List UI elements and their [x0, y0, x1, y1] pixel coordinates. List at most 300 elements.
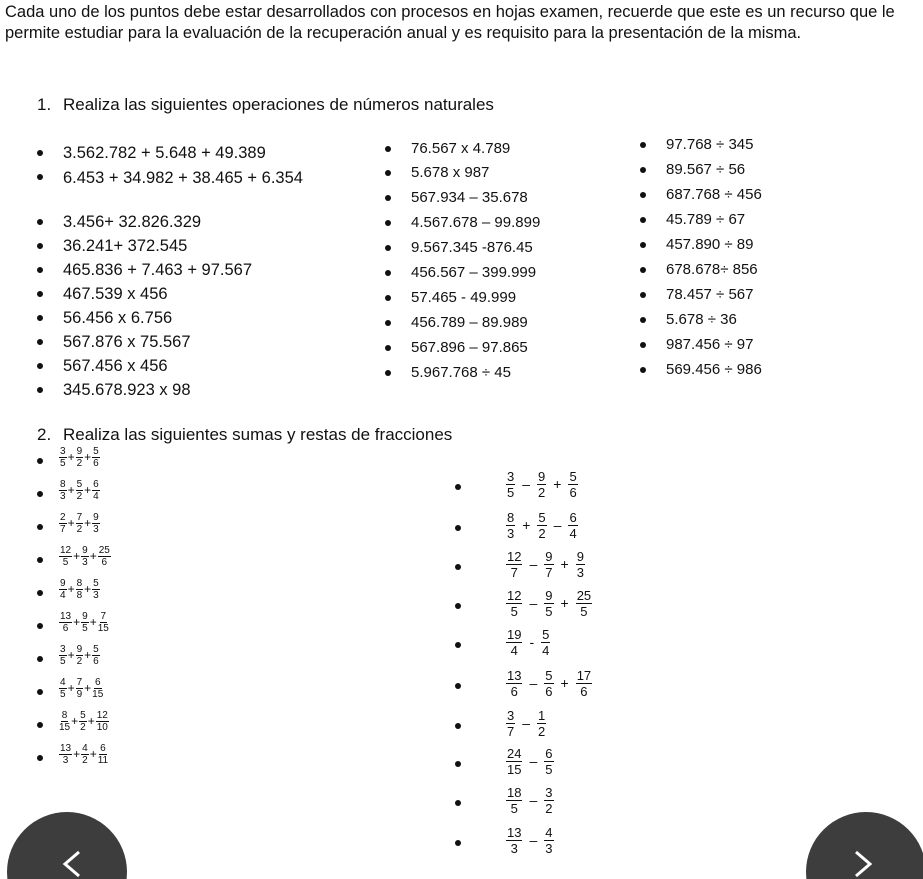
fraction	[506, 510, 515, 541]
bullet	[640, 167, 646, 173]
section-2-heading	[37, 425, 452, 445]
fraction	[81, 611, 89, 634]
bullet	[37, 315, 43, 321]
operation-text: 78.457 ÷ 567	[666, 286, 754, 303]
bullet	[385, 270, 391, 276]
bullet	[37, 623, 43, 629]
denominator: 5	[507, 485, 515, 500]
bullet	[385, 245, 391, 251]
operator: +	[73, 549, 81, 563]
denominator: 5	[60, 656, 66, 667]
numerator: 6	[94, 677, 101, 688]
operation-text: 57.465 - 49.999	[411, 289, 517, 306]
bullet	[640, 267, 646, 273]
bullet	[37, 291, 43, 297]
bullet	[455, 603, 461, 609]
bullet	[37, 150, 43, 156]
denominator: 2	[538, 526, 546, 541]
numerator: 6	[545, 746, 553, 761]
denominator: 6	[569, 485, 577, 500]
denominator: 6	[545, 684, 553, 699]
numerator: 5	[545, 668, 553, 683]
section-1-heading	[37, 95, 494, 115]
fraction	[544, 588, 553, 619]
operator: +	[73, 615, 81, 629]
denominator: 6	[580, 684, 588, 699]
denominator: 5	[60, 689, 66, 700]
numerator: 13	[60, 611, 72, 622]
denominator: 2	[76, 458, 83, 469]
section-1-title: Realiza las siguientes operaciones de números naturales	[63, 95, 494, 114]
fraction-expression	[59, 512, 100, 535]
bullet	[37, 722, 43, 728]
numerator: 5	[76, 479, 83, 490]
fraction-expression	[59, 743, 108, 766]
bullet	[640, 192, 646, 198]
bullet	[37, 656, 43, 662]
section-2-number: 2.	[37, 425, 52, 444]
operation-text: 569.456 ÷ 986	[666, 361, 762, 378]
fraction-expression	[503, 708, 549, 739]
fraction-expression	[59, 578, 100, 601]
bullet	[385, 295, 391, 301]
bullet	[640, 292, 646, 298]
denominator: 6	[93, 656, 99, 667]
operation-text: 56.456 x 6.756	[63, 309, 173, 327]
fraction-expression	[59, 677, 103, 700]
operation-text: 467.539 x 456	[63, 285, 168, 303]
numerator: 6	[569, 510, 577, 525]
numerator: 4	[545, 825, 553, 840]
denominator: 7	[545, 565, 553, 580]
denominator: 2	[76, 491, 83, 502]
section-1-number: 1.	[37, 95, 52, 114]
operator: –	[529, 832, 538, 848]
bullet	[640, 142, 646, 148]
numerator: 9	[82, 545, 88, 556]
fraction	[544, 785, 553, 816]
operator: +	[67, 516, 75, 530]
numerator: 8	[61, 710, 68, 721]
fraction-expression	[503, 785, 557, 816]
operator: +	[71, 714, 79, 728]
fraction	[506, 469, 515, 500]
numerator: 5	[542, 627, 550, 642]
fraction	[59, 710, 70, 733]
denominator: 3	[60, 491, 66, 502]
numerator: 18	[507, 785, 522, 800]
numerator: 9	[60, 578, 66, 589]
fraction	[76, 677, 84, 700]
bullet	[37, 387, 43, 393]
fraction	[506, 668, 522, 699]
previous-page-button[interactable]	[7, 812, 127, 879]
denominator: 4	[510, 643, 518, 658]
denominator: 5	[580, 604, 588, 619]
denominator: 3	[545, 841, 553, 856]
denominator: 3	[93, 590, 99, 601]
denominator: 2	[76, 656, 83, 667]
numerator: 9	[538, 469, 546, 484]
bullet	[37, 590, 43, 596]
operator: +	[67, 450, 75, 464]
numerator: 9	[76, 644, 83, 655]
numerator: 9	[545, 549, 553, 564]
next-page-button[interactable]	[806, 812, 923, 879]
operation-text: 567.934 – 35.678	[411, 189, 528, 206]
operation-text: 36.241+ 372.545	[63, 237, 188, 255]
fraction	[568, 510, 577, 541]
fraction	[98, 743, 108, 766]
operator: +	[522, 517, 531, 533]
numerator: 5	[569, 469, 577, 484]
numerator: 9	[545, 588, 553, 603]
operation-text: 465.836 + 7.463 + 97.567	[63, 261, 253, 279]
fraction	[76, 644, 84, 667]
bullet	[37, 689, 43, 695]
denominator: 3	[507, 526, 515, 541]
denominator: 3	[93, 524, 99, 535]
operation-text: 457.890 ÷ 89	[666, 236, 754, 253]
operator: +	[67, 582, 75, 596]
fraction	[59, 743, 72, 766]
numerator: 13	[60, 743, 72, 754]
operator: +	[67, 483, 75, 497]
chevron-right-icon	[806, 812, 923, 879]
fraction	[506, 588, 522, 619]
operator: +	[560, 556, 569, 572]
bullet	[640, 367, 646, 373]
fraction	[544, 825, 553, 856]
operation-text: 567.876 x 75.567	[63, 333, 191, 351]
denominator: 5	[510, 604, 518, 619]
operation-text: 3.456+ 32.826.329	[63, 213, 202, 231]
numerator: 13	[507, 825, 522, 840]
numerator: 6	[100, 743, 106, 754]
fraction	[576, 549, 585, 580]
operation-text: 678.678÷ 856	[666, 261, 758, 278]
fraction	[576, 668, 592, 699]
numerator: 7	[100, 611, 107, 622]
operation-text: 456.567 – 399.999	[411, 264, 537, 281]
fraction	[506, 746, 522, 777]
fraction	[92, 446, 100, 469]
fraction	[98, 611, 109, 634]
denominator: 2	[545, 801, 553, 816]
denominator: 4	[60, 590, 66, 601]
numerator: 13	[507, 668, 522, 683]
bullet	[37, 491, 43, 497]
numerator: 8	[76, 578, 83, 589]
bullet	[385, 170, 391, 176]
bullet	[640, 242, 646, 248]
operator: +	[84, 648, 92, 662]
fraction	[76, 578, 84, 601]
operator: +	[67, 648, 75, 662]
bullet	[455, 683, 461, 689]
fraction	[98, 545, 111, 568]
fraction	[541, 627, 550, 658]
operator: +	[84, 582, 92, 596]
operator: +	[84, 450, 92, 464]
denominator: 2	[538, 485, 546, 500]
bullet	[455, 484, 461, 490]
numerator: 17	[576, 668, 592, 683]
bullet	[37, 458, 43, 464]
numerator: 1	[538, 708, 546, 723]
fraction	[92, 578, 100, 601]
operator: +	[87, 714, 95, 728]
numerator: 9	[76, 446, 83, 457]
operation-text: 987.456 ÷ 97	[666, 336, 754, 353]
denominator: 15	[92, 689, 104, 700]
operator: +	[89, 549, 97, 563]
operation-text: 567.896 – 97.865	[411, 339, 528, 356]
denominator: 5	[82, 623, 88, 634]
operation-text: 567.456 x 456	[63, 357, 168, 375]
denominator: 5	[60, 458, 66, 469]
operation-text: 76.567 x 4.789	[411, 140, 511, 157]
numerator: 12	[507, 549, 522, 564]
operator: +	[560, 675, 569, 691]
operator: +	[560, 595, 569, 611]
bullet	[640, 342, 646, 348]
fraction-expression	[59, 710, 109, 733]
numerator: 25	[576, 588, 592, 603]
numerator: 9	[93, 512, 99, 523]
fraction-expression	[503, 588, 595, 619]
numerator: 9	[576, 549, 584, 564]
fraction-expression	[59, 545, 111, 568]
denominator: 10	[96, 722, 108, 733]
chevron-left-icon	[7, 812, 127, 879]
bullet	[37, 267, 43, 273]
fraction	[59, 479, 67, 502]
operator: –	[529, 595, 538, 611]
bullet	[385, 320, 391, 326]
fraction	[76, 446, 84, 469]
numerator: 3	[545, 785, 553, 800]
numerator: 3	[60, 644, 66, 655]
bullet	[37, 524, 43, 530]
bullet	[455, 800, 461, 806]
fraction-expression	[503, 627, 553, 658]
numerator: 4	[60, 677, 66, 688]
operation-text: 97.768 ÷ 345	[666, 136, 754, 153]
denominator: 6	[101, 557, 108, 568]
numerator: 5	[93, 644, 99, 655]
bullet	[37, 557, 43, 563]
fraction	[59, 512, 67, 535]
bullet	[455, 723, 461, 729]
operation-text: 45.789 ÷ 67	[666, 211, 746, 228]
operation-text: 6.453 + 34.982 + 38.465 + 6.354	[63, 169, 303, 187]
fraction-expression	[503, 825, 557, 856]
bullet	[455, 761, 461, 767]
fraction	[92, 644, 100, 667]
operator: +	[73, 747, 81, 761]
denominator: 3	[82, 557, 88, 568]
operation-text: 89.567 ÷ 56	[666, 161, 746, 178]
operator: +	[84, 483, 92, 497]
denominator: 11	[97, 755, 109, 766]
fraction	[81, 743, 89, 766]
denominator: 4	[93, 491, 99, 502]
denominator: 8	[76, 590, 83, 601]
fraction	[92, 479, 100, 502]
operation-text: 345.678.923 x 98	[63, 381, 191, 399]
operation-text: 5.678 ÷ 36	[666, 311, 737, 328]
numerator: 5	[93, 446, 99, 457]
operator: +	[89, 747, 97, 761]
numerator: 5	[80, 710, 86, 721]
numerator: 6	[93, 479, 99, 490]
bullet	[37, 363, 43, 369]
fraction	[96, 710, 109, 733]
bullet	[640, 217, 646, 223]
fraction	[59, 545, 72, 568]
fraction	[59, 446, 67, 469]
bullet	[455, 564, 461, 570]
denominator: 2	[538, 724, 546, 739]
denominator: 15	[97, 623, 109, 634]
operator: –	[529, 556, 538, 572]
fraction-expression	[59, 446, 100, 469]
numerator: 25	[98, 545, 110, 556]
fraction	[506, 627, 522, 658]
operator: +	[84, 681, 92, 695]
fraction-expression	[503, 668, 595, 699]
fraction	[506, 785, 522, 816]
denominator: 3	[576, 565, 584, 580]
fraction	[544, 668, 553, 699]
fraction	[92, 677, 103, 700]
bullet	[640, 317, 646, 323]
instructions-paragraph: Cada uno de los puntos debe estar desarrollados con procesos en hojas examen, recuerde que este es un recurso que le permite estudiar para la evaluación de la recuperación anual y es requisito para la presentación de la misma.	[5, 3, 895, 42]
denominator: 4	[569, 526, 577, 541]
fraction	[92, 512, 100, 535]
denominator: 6	[510, 684, 518, 699]
operator: –	[529, 753, 538, 769]
denominator: 15	[59, 722, 71, 733]
fraction	[59, 677, 67, 700]
numerator: 9	[82, 611, 88, 622]
numerator: 7	[76, 512, 83, 523]
operation-text: 687.768 ÷ 456	[666, 186, 762, 203]
denominator: 3	[62, 755, 69, 766]
fraction	[59, 644, 67, 667]
bullet	[385, 220, 391, 226]
bullet	[37, 339, 43, 345]
fraction-expression	[503, 469, 581, 500]
fraction	[568, 469, 577, 500]
bullet	[37, 755, 43, 761]
operator: +	[89, 615, 97, 629]
operation-text: 5.678 x 987	[411, 164, 490, 181]
fraction	[506, 549, 522, 580]
numerator: 12	[96, 710, 108, 721]
fraction-expression	[503, 549, 588, 580]
fraction	[59, 578, 67, 601]
denominator: 5	[545, 762, 553, 777]
operator: –	[553, 517, 562, 533]
numerator: 4	[82, 743, 88, 754]
numerator: 3	[507, 708, 515, 723]
operation-text: 9.567.345 -876.45	[411, 239, 533, 256]
fraction	[506, 708, 515, 739]
fraction-expression	[503, 746, 557, 777]
operator: –	[522, 715, 531, 731]
numerator: 3	[507, 469, 515, 484]
fraction	[576, 588, 592, 619]
bullet	[385, 345, 391, 351]
denominator: 6	[93, 458, 99, 469]
bullet	[37, 243, 43, 249]
operator: +	[84, 516, 92, 530]
fraction-expression	[503, 510, 581, 541]
numerator: 8	[60, 479, 66, 490]
operator: +	[553, 476, 562, 492]
denominator: 4	[542, 643, 550, 658]
fraction	[537, 469, 546, 500]
numerator: 7	[76, 677, 83, 688]
numerator: 2	[60, 512, 66, 523]
numerator: 3	[60, 446, 66, 457]
bullet	[385, 146, 391, 152]
fraction-expression	[59, 479, 100, 502]
denominator: 9	[76, 689, 83, 700]
denominator: 5	[545, 604, 553, 619]
bullet	[385, 370, 391, 376]
section-2-title: Realiza las siguientes sumas y restas de fracciones	[63, 425, 453, 444]
bullet	[385, 195, 391, 201]
operator: –	[529, 792, 538, 808]
bullet	[455, 840, 461, 846]
denominator: 2	[82, 755, 88, 766]
fraction	[76, 479, 84, 502]
operation-text: 456.789 – 89.989	[411, 314, 528, 331]
operation-text: 4.567.678 – 99.899	[411, 214, 541, 231]
denominator: 5	[62, 557, 69, 568]
fraction	[506, 825, 522, 856]
denominator: 2	[76, 524, 83, 535]
bullet	[455, 642, 461, 648]
denominator: 7	[507, 724, 515, 739]
numerator: 24	[507, 746, 522, 761]
fraction	[59, 611, 72, 634]
operator: –	[522, 476, 531, 492]
numerator: 19	[507, 627, 522, 642]
numerator: 12	[60, 545, 72, 556]
numerator: 5	[93, 578, 99, 589]
numerator: 8	[507, 510, 515, 525]
fraction	[537, 708, 546, 739]
fraction	[76, 512, 84, 535]
numerator: 5	[538, 510, 546, 525]
operator: -	[529, 634, 535, 650]
bullet	[455, 525, 461, 531]
fraction-expression	[59, 611, 109, 634]
fraction-expression	[59, 644, 100, 667]
operator: –	[529, 675, 538, 691]
denominator: 5	[510, 801, 518, 816]
operation-text: 3.562.782 + 5.648 + 49.389	[63, 144, 266, 162]
denominator: 7	[60, 524, 66, 535]
denominator: 3	[510, 841, 518, 856]
bullet	[37, 174, 43, 180]
fraction	[79, 710, 87, 733]
fraction	[544, 746, 553, 777]
